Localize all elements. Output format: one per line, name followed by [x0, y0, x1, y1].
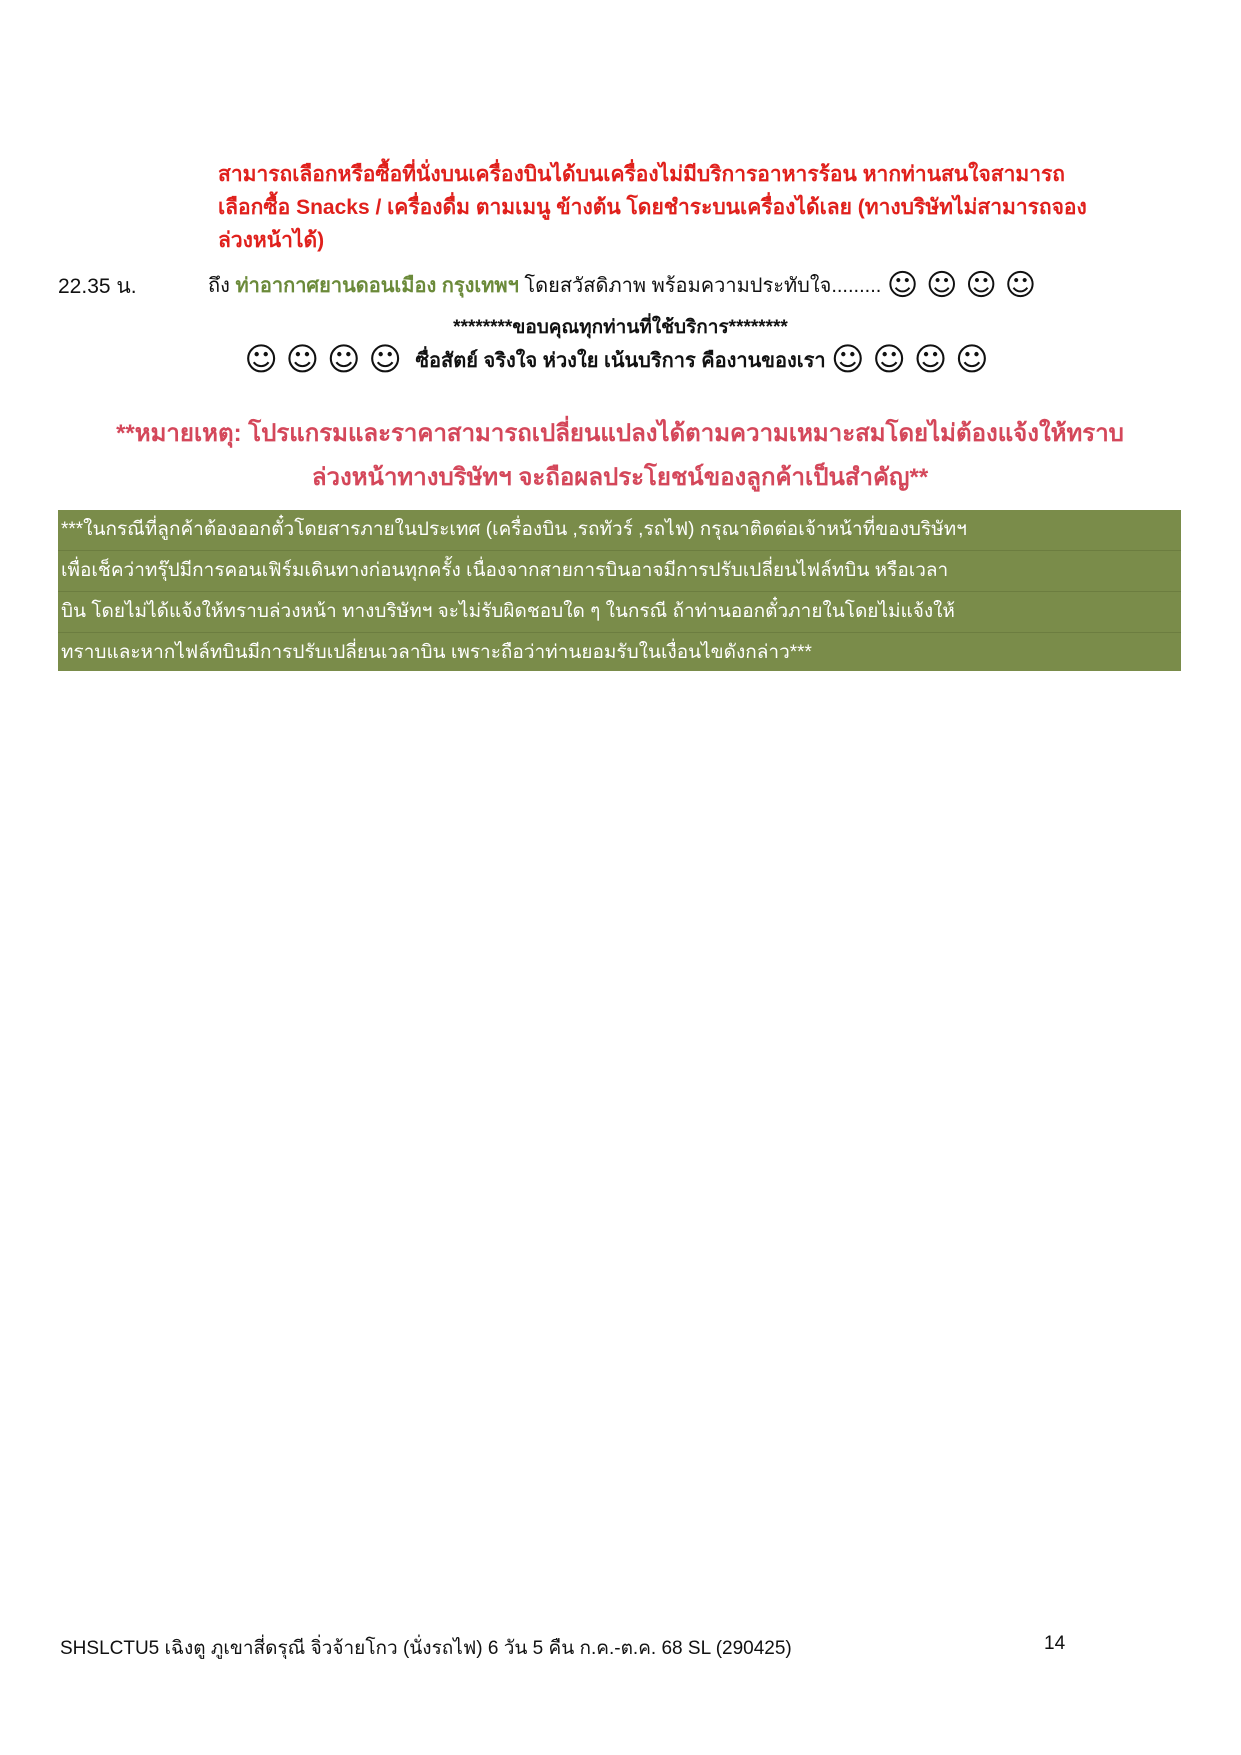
ticket-notice-line-2: เพื่อเช็คว่าทรุ๊ปมีการคอนเฟิร์มเดินทางก่อนทุกครั้ง เนื่องจากสายการบินอาจมีการปรับเปลี่ยนไฟล์ทบิน หรือเวลา: [58, 551, 1181, 592]
remark-line-2: ล่วงหน้าทางบริษัทฯ จะถือผลประโยชน์ของลูกค้าเป็นสำคัญ**: [311, 464, 929, 491]
arrival-place: ท่าอากาศยานดอนเมือง กรุงเทพฯ: [235, 275, 519, 297]
smile-icons-left: ☺☺☺☺: [244, 340, 410, 378]
ticket-notice-line-4: ทราบและหากไฟล์ทบินมีการปรับเปลี่ยนเวลาบิน เพราะถือว่าท่านยอมรับในเงื่อนไขดังกล่าว***: [61, 642, 812, 663]
notice-line-2: เลือกซื้อ Snacks / เครื่องดื่ม ตามเมนู ข้างต้น โดยชำระบนเครื่องได้เลย (ทางบริษัทไม่สามารถจอง: [218, 196, 1087, 219]
thanks-message: ********ขอบคุณทุกท่านที่ใช้บริการ********: [453, 317, 788, 338]
page-number: 14: [1044, 1633, 1066, 1654]
onboard-service-notice: [218, 158, 1178, 257]
smile-icons-right: ☺☺☺☺: [831, 340, 997, 378]
notice-line-1: สามารถเลือกหรือซื้อที่นั่งบนเครื่องบินได้บนเครื่องไม่มีบริการอาหารร้อน หากท่านสนใจสามารถ: [218, 163, 1066, 186]
remark-line-1: **หมายเหตุ: โปรแกรมและราคาสามารถเปลี่ยนแปลงได้ตามความเหมาะสมโดยไม่ต้องแจ้งให้ทราบ: [116, 420, 1124, 447]
remark-note: [60, 412, 1180, 500]
smile-icons: ☺☺☺☺: [886, 268, 1044, 303]
slogan-text: ซื่อสัตย์ จริงใจ ห่วงใย เน้นบริการ คืองานของเรา: [415, 350, 826, 372]
footer-program-code: SHSLCTU5 เฉิงตู ภูเขาสี่ดรุณี จิ่วจ้ายโกว (นั่งรถไฟ) 6 วัน 5 คืน ก.ค.-ต.ค. 68 SL (290425): [60, 1638, 792, 1659]
notice-line-3: ล่วงหน้าได้): [218, 229, 325, 252]
arrival-description: [208, 268, 1044, 303]
arrival-time: 22.35 น.: [58, 275, 137, 298]
ticket-notice-line-3: บิน โดยไม่ได้แจ้งให้ทราบล่วงหน้า ทางบริษัทฯ จะไม่รับผิดชอบใด ๆ ในกรณี ถ้าท่านออกตั๋วภายในโดยไม่แจ้งให้: [58, 592, 1181, 633]
company-slogan: [0, 340, 1241, 378]
domestic-ticket-notice: [58, 510, 1181, 671]
ticket-notice-line-1: ***ในกรณีที่ลูกค้าต้องออกตั๋วโดยสารภายในประเทศ (เครื่องบิน ,รถทัวร์ ,รถไฟ) กรุณาติดต่อเจ้าหน้าที่ของบริษัทฯ: [58, 510, 1181, 551]
arrival-prefix: ถึง: [208, 275, 230, 297]
arrival-suffix: โดยสวัสดิภาพ พร้อมความประทับใจ.........: [524, 275, 882, 297]
